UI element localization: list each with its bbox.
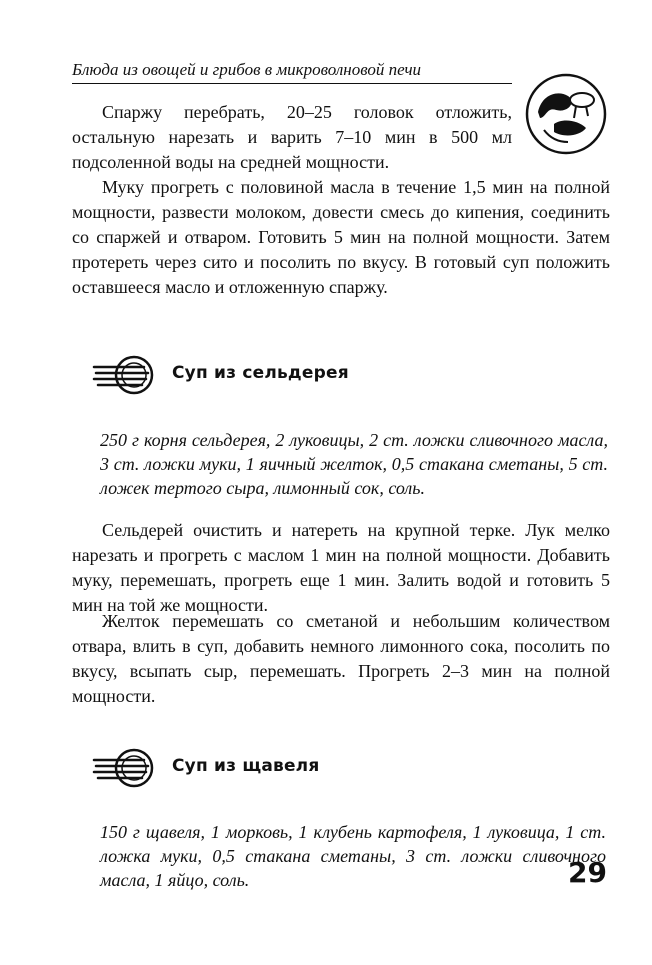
sorrel-ingredients: 150 г щавеля, 1 морковь, 1 клубень картофеля, 1 луковица, 1 ст. ложка муки, 0,5 стакана сметаны, 3 ст. ложки сливочного масла, 1 яйцо, соль. xyxy=(100,822,606,890)
page-number: 29 xyxy=(568,856,607,889)
bowl-spoon-icon xyxy=(92,355,158,395)
bowl-spoon-icon xyxy=(92,748,158,788)
celery-section-title: Суп из сельдерея xyxy=(172,363,349,383)
running-header xyxy=(72,60,512,84)
sorrel-section-title: Суп из щавеля xyxy=(172,756,320,776)
intro-paragraph-1: Спаржу перебрать, 20–25 головок отложить, остальную нарезать и варить 7–10 мин в 500 мл подсоленной воды на средней мощности. xyxy=(72,102,512,172)
mushroom-emblem-icon xyxy=(524,72,608,156)
celery-ingredients: 250 г корня сельдерея, 2 луковицы, 2 ст. ложки сливочного масла, 3 ст. ложки муки, 1 яичный желток, 0,5 стакана сметаны, 5 ст. ложек тертого сыра, лимонный сок, соль. xyxy=(100,430,608,498)
celery-paragraph-2: Желток перемешать со сметаной и небольшим количеством отвара, влить в суп, добавить немного лимонного сока, посолить по вкусу, всыпать сыр, перемешать. Прогреть 2–3 мин на полной мощности. xyxy=(72,611,610,706)
celery-paragraph-1: Сельдерей очистить и натереть на крупной терке. Лук мелко нарезать и прогреть с маслом 1 мин на полной мощности. Добавить муку, перемешать, прогреть еще 1 мин. Залить водой и готовить 5 мин на той же мощности. xyxy=(72,520,610,615)
running-title: Блюда из овощей и грибов в микроволновой печи xyxy=(72,60,422,79)
intro-paragraph-2: Муку прогреть с половиной масла в течение 1,5 мин на полной мощности, развести молоком, довести смесь до кипения, соединить со спаржей и отваром. Готовить 5 мин на полной мощности. Затем протереть через сито и посолить по вкусу. В готовый суп положить оставшееся масло и отложенную спаржу. xyxy=(72,177,610,297)
